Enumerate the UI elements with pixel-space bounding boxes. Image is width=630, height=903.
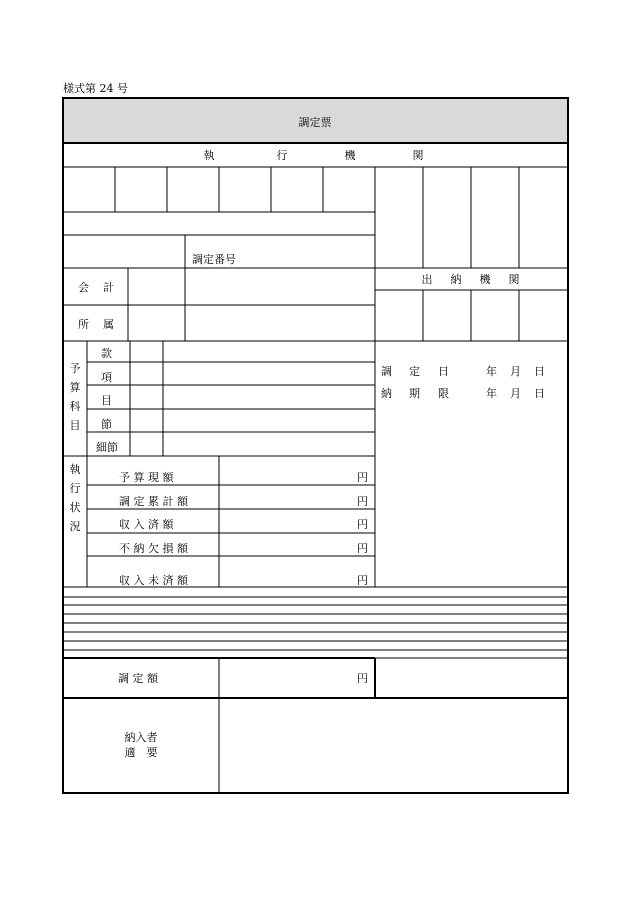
yen-ruikei: 円: [357, 495, 368, 508]
chotei-bi-year: 年: [486, 365, 497, 378]
nouki-year: 年: [486, 387, 497, 400]
yen-kesson: 円: [357, 542, 368, 555]
nouki-char-1: 納: [381, 387, 392, 400]
suitou-char-4: 関: [508, 273, 520, 286]
budget-item-setsu: 節: [101, 418, 112, 431]
chotei-bi-char-3: 日: [438, 365, 449, 378]
yen-yosan: 円: [357, 471, 368, 484]
exec-shunyu-sumi: 収 入 済 額: [119, 518, 174, 531]
kaikei-char-2: 計: [103, 281, 114, 294]
form-number: 様式第 24 号: [63, 82, 128, 95]
budget-item-moku: 目: [101, 394, 112, 407]
nouki-char-3: 限: [438, 387, 449, 400]
exec-chotei-ruikei: 調 定 累 計 額: [119, 495, 188, 508]
budget-item-saisetsu: 細節: [96, 441, 118, 454]
budget-item-kou: 項: [101, 371, 112, 384]
exec-yosan-genkaku: 予 算 現 額: [119, 471, 174, 484]
chotei-bi-month: 月: [510, 365, 521, 378]
shozoku-char-2: 属: [103, 318, 114, 331]
chotei-gaku-label: 調 定 額: [118, 672, 158, 685]
chotei-bi-char-1: 調: [381, 365, 392, 378]
exec-agency-char-4: 関: [412, 149, 424, 162]
yen-sumi: 円: [357, 518, 368, 531]
chotei-gaku-yen: 円: [357, 672, 368, 685]
shozoku-char-1: 所: [78, 318, 89, 331]
tekiyo-label: 適 要: [124, 746, 158, 759]
nouki-day: 日: [534, 387, 545, 400]
exec-agency-char-2: 行: [276, 149, 288, 162]
budget-item-kan: 款: [101, 347, 112, 360]
suitou-char-2: 納: [450, 273, 462, 286]
exec-group-label: 執 行 状 況: [69, 463, 81, 533]
exec-agency-char-1: 執: [203, 149, 215, 162]
exec-shunyu-misai: 収 入 未 済 額: [119, 574, 188, 587]
suitou-char-1: 出: [421, 273, 433, 286]
exec-funou-kesson: 不 納 欠 損 額: [119, 542, 188, 555]
yen-misai: 円: [357, 574, 368, 587]
suitou-char-3: 機: [479, 273, 491, 286]
kaikei-char-1: 会: [78, 281, 89, 294]
chotei-bi-day: 日: [534, 365, 545, 378]
nouki-char-2: 期: [409, 387, 420, 400]
nouki-month: 月: [510, 387, 521, 400]
nounyusha-label: 納入者: [124, 731, 158, 744]
form-title: 調定票: [298, 116, 332, 129]
exec-agency-char-3: 機: [344, 149, 356, 162]
budget-group-label: 予 算 科 目: [69, 362, 81, 432]
chotei-bango-label: 調定番号: [192, 253, 236, 266]
chotei-bi-char-2: 定: [409, 365, 420, 378]
